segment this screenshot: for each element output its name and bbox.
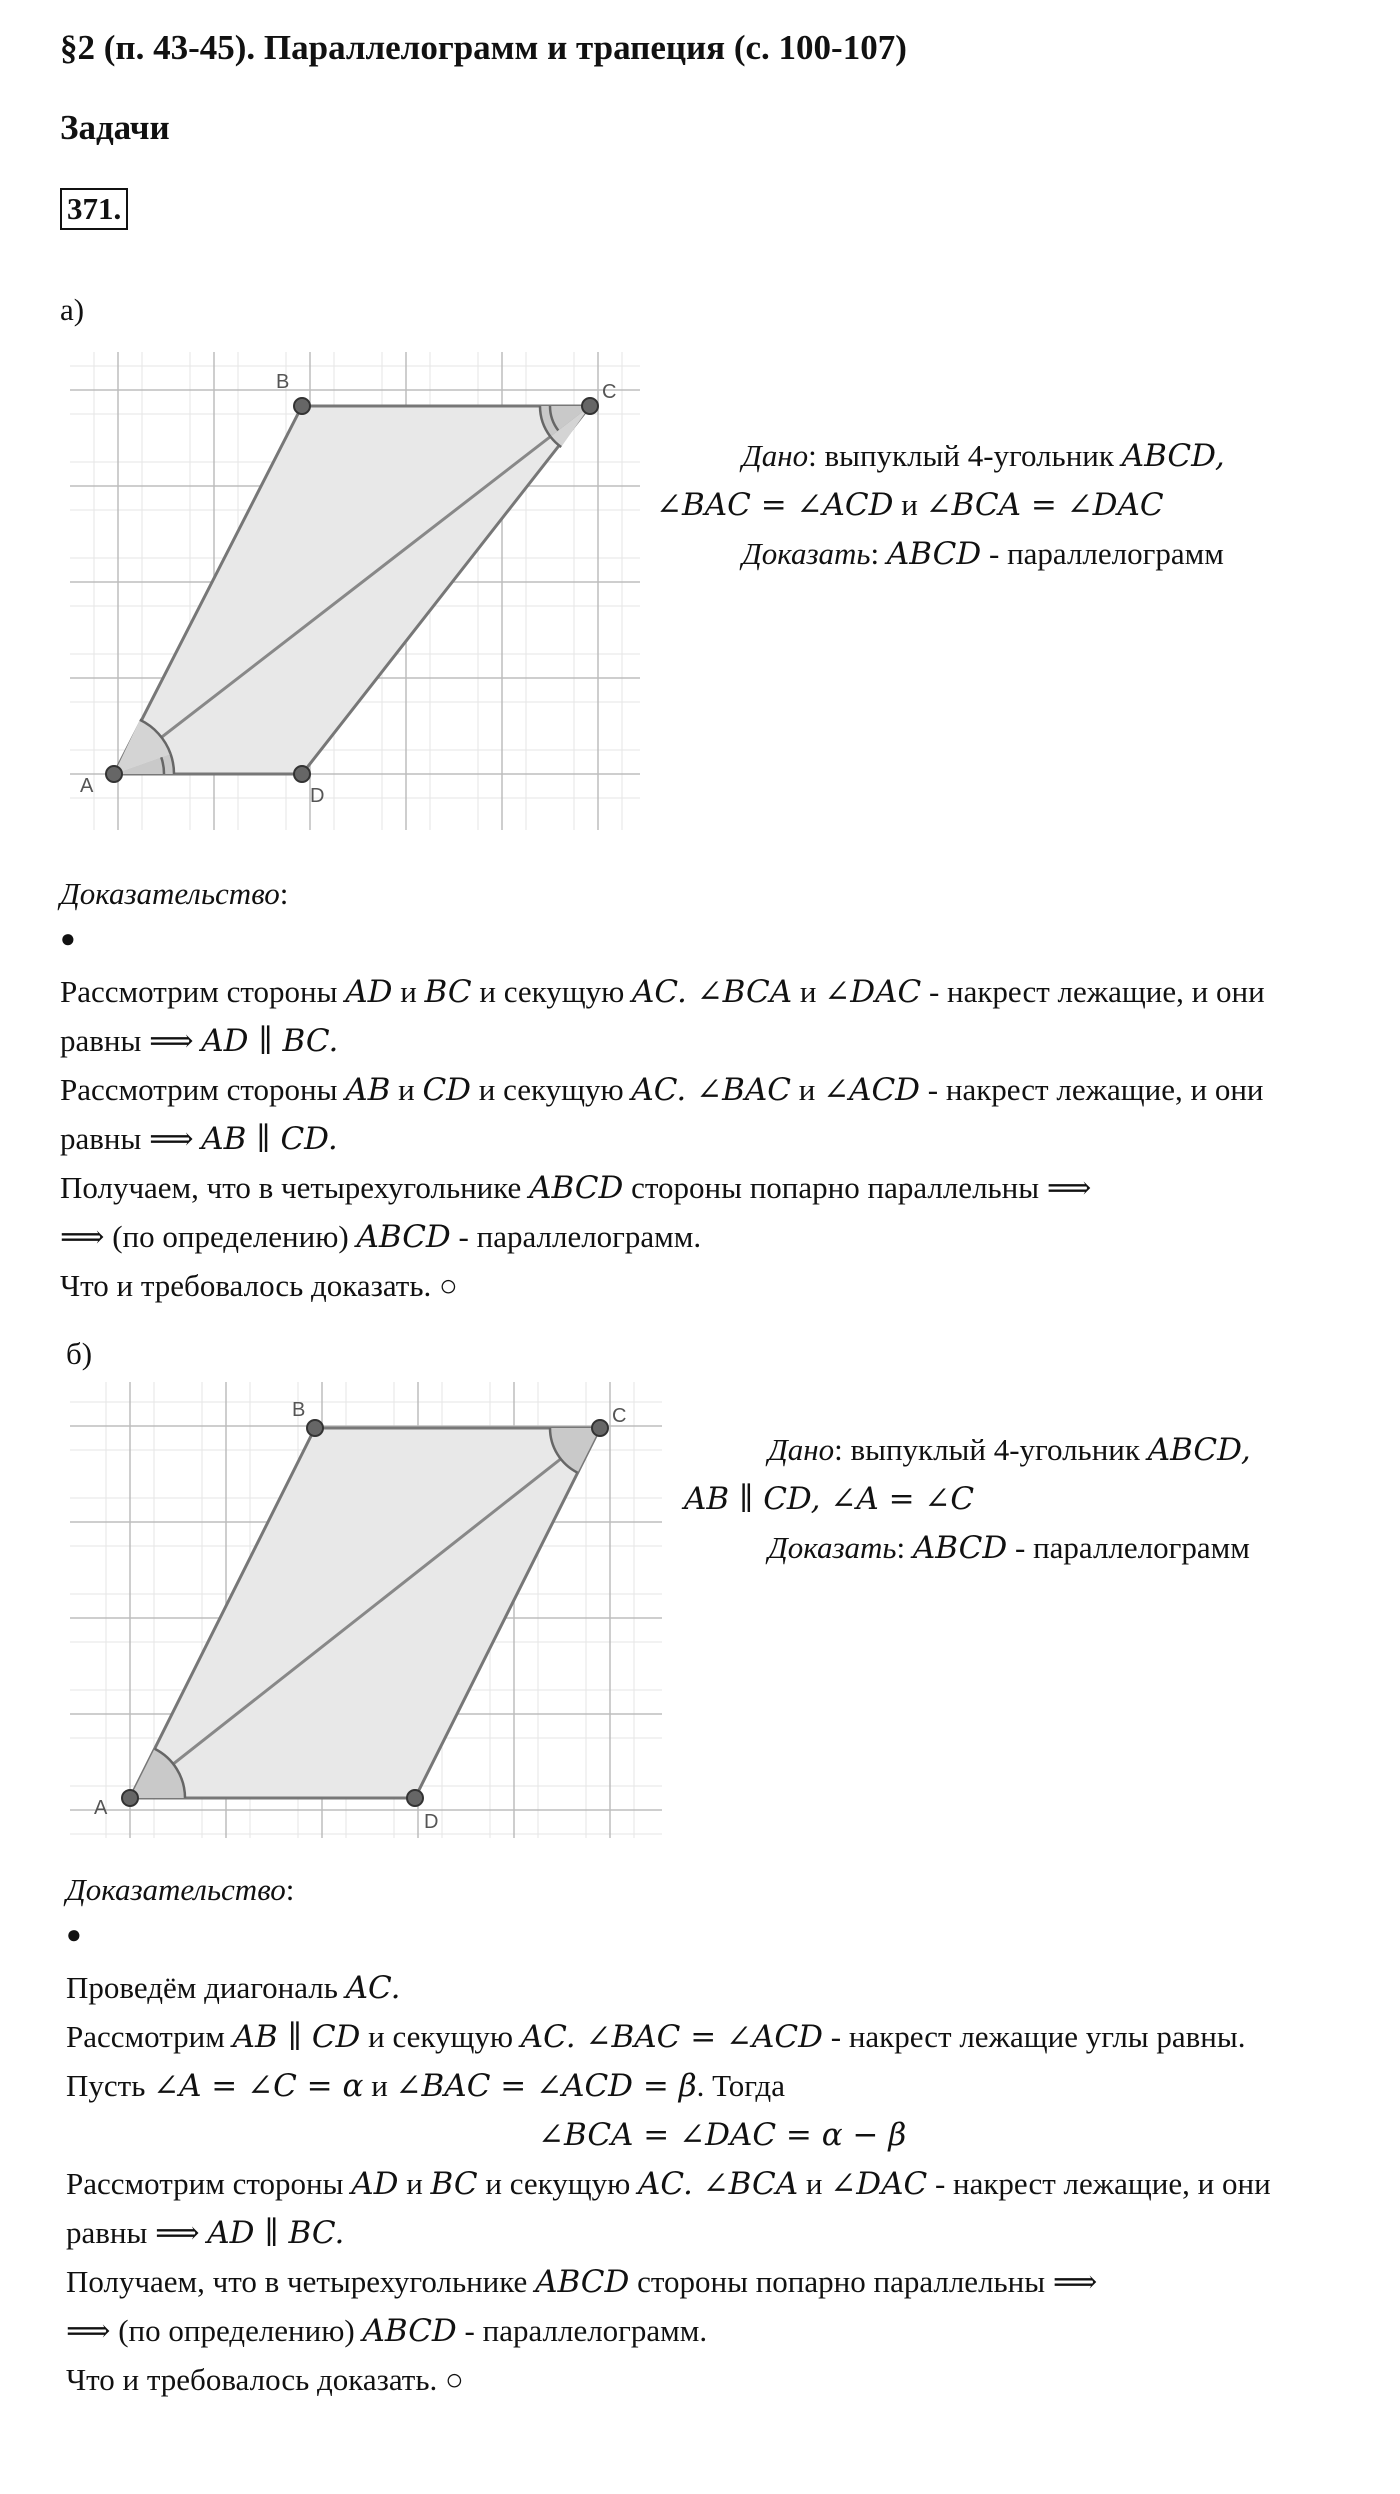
proof-b-line-1: Проведём диагональ AC. <box>66 1970 401 2006</box>
part-b-label: б) <box>66 1336 93 1371</box>
proof-a-line-2: равны ⟹ AD ∥ BC. <box>60 1023 339 1059</box>
label-c: C <box>602 381 617 403</box>
label-b: B <box>276 371 290 393</box>
problem-number: 371. <box>60 188 128 230</box>
label-c: C <box>612 1405 627 1427</box>
proof-b-line-2: Рассмотрим AB ∥ CD и секущую AC. ∠BAC = ∠ACD - накрест лежащие углы равны. <box>66 2019 1246 2055</box>
label-d: D <box>310 785 325 807</box>
label-a: A <box>94 1797 108 1819</box>
given-a-conditions: ∠BAC = ∠ACD и ∠BCA = ∠DAC <box>656 487 1164 523</box>
proof-b-line-3: Пусть ∠A = ∠C = α и ∠BAC = ∠ACD = β. Тогда <box>66 2068 785 2104</box>
point-c <box>582 398 598 414</box>
label-d: D <box>424 1811 439 1833</box>
proof-b-bullet: ● <box>66 1920 82 1949</box>
proof-a-line-4: равны ⟹ AB ∥ CD. <box>60 1121 338 1157</box>
prove-a: Доказать: ABCD - параллелограмм <box>742 536 1224 572</box>
prove-b: Доказать: ABCD - параллелограмм <box>768 1530 1250 1566</box>
section-heading: Задачи <box>60 108 170 147</box>
proof-b-line-5: Рассмотрим стороны AD и BC и секущую AC. ∠BCA и ∠DAC - накрест лежащие, и они <box>66 2166 1271 2202</box>
proof-b-conclusion: Что и требовалось доказать. ○ <box>66 2362 464 2397</box>
given-b-conditions: AB ∥ CD, ∠A = ∠C <box>684 1481 975 1517</box>
label-a: A <box>80 775 94 797</box>
proof-a-conclusion: Что и требовалось доказать. ○ <box>60 1268 458 1303</box>
given-a: Дано: выпуклый 4-угольник ABCD, <box>742 438 1225 474</box>
proof-a-bullet: ● <box>60 924 76 953</box>
part-b-figure <box>70 1382 662 1838</box>
proof-b-label: Доказательство: <box>66 1872 295 1907</box>
proof-b-line-8: ⟹ (по определению) ABCD - параллелограмм. <box>66 2313 708 2349</box>
proof-b-line-6: равны ⟹ AD ∥ BC. <box>66 2215 345 2251</box>
point-a <box>122 1790 138 1806</box>
point-d <box>294 766 310 782</box>
proof-b-formula: ∠BCA = ∠DAC = α − β <box>538 2117 907 2153</box>
point-a <box>106 766 122 782</box>
point-c <box>592 1420 608 1436</box>
point-d <box>407 1790 423 1806</box>
given-b: Дано: выпуклый 4-угольник ABCD, <box>768 1432 1251 1468</box>
part-a-figure <box>70 352 640 830</box>
proof-a-line-6: ⟹ (по определению) ABCD - параллелограмм. <box>60 1219 702 1255</box>
proof-a-line-3: Рассмотрим стороны AB и CD и секущую AC. ∠BAC и ∠ACD - накрест лежащие, и они <box>60 1072 1264 1108</box>
proof-a-line-1: Рассмотрим стороны AD и BC и секущую AC. ∠BCA и ∠DAC - накрест лежащие, и они <box>60 974 1265 1010</box>
proof-a-line-5: Получаем, что в четырехугольнике ABCD стороны попарно параллельны ⟹ <box>60 1170 1092 1206</box>
label-b: B <box>292 1399 306 1421</box>
proof-a-label: Доказательство: <box>60 876 289 911</box>
point-b <box>294 398 310 414</box>
part-a-label: а) <box>60 292 85 327</box>
proof-b-line-7: Получаем, что в четырехугольнике ABCD стороны попарно параллельны ⟹ <box>66 2264 1098 2300</box>
point-b <box>307 1420 323 1436</box>
page-title: §2 (п. 43-45). Параллелограмм и трапеция (с. 100-107) <box>60 28 907 67</box>
